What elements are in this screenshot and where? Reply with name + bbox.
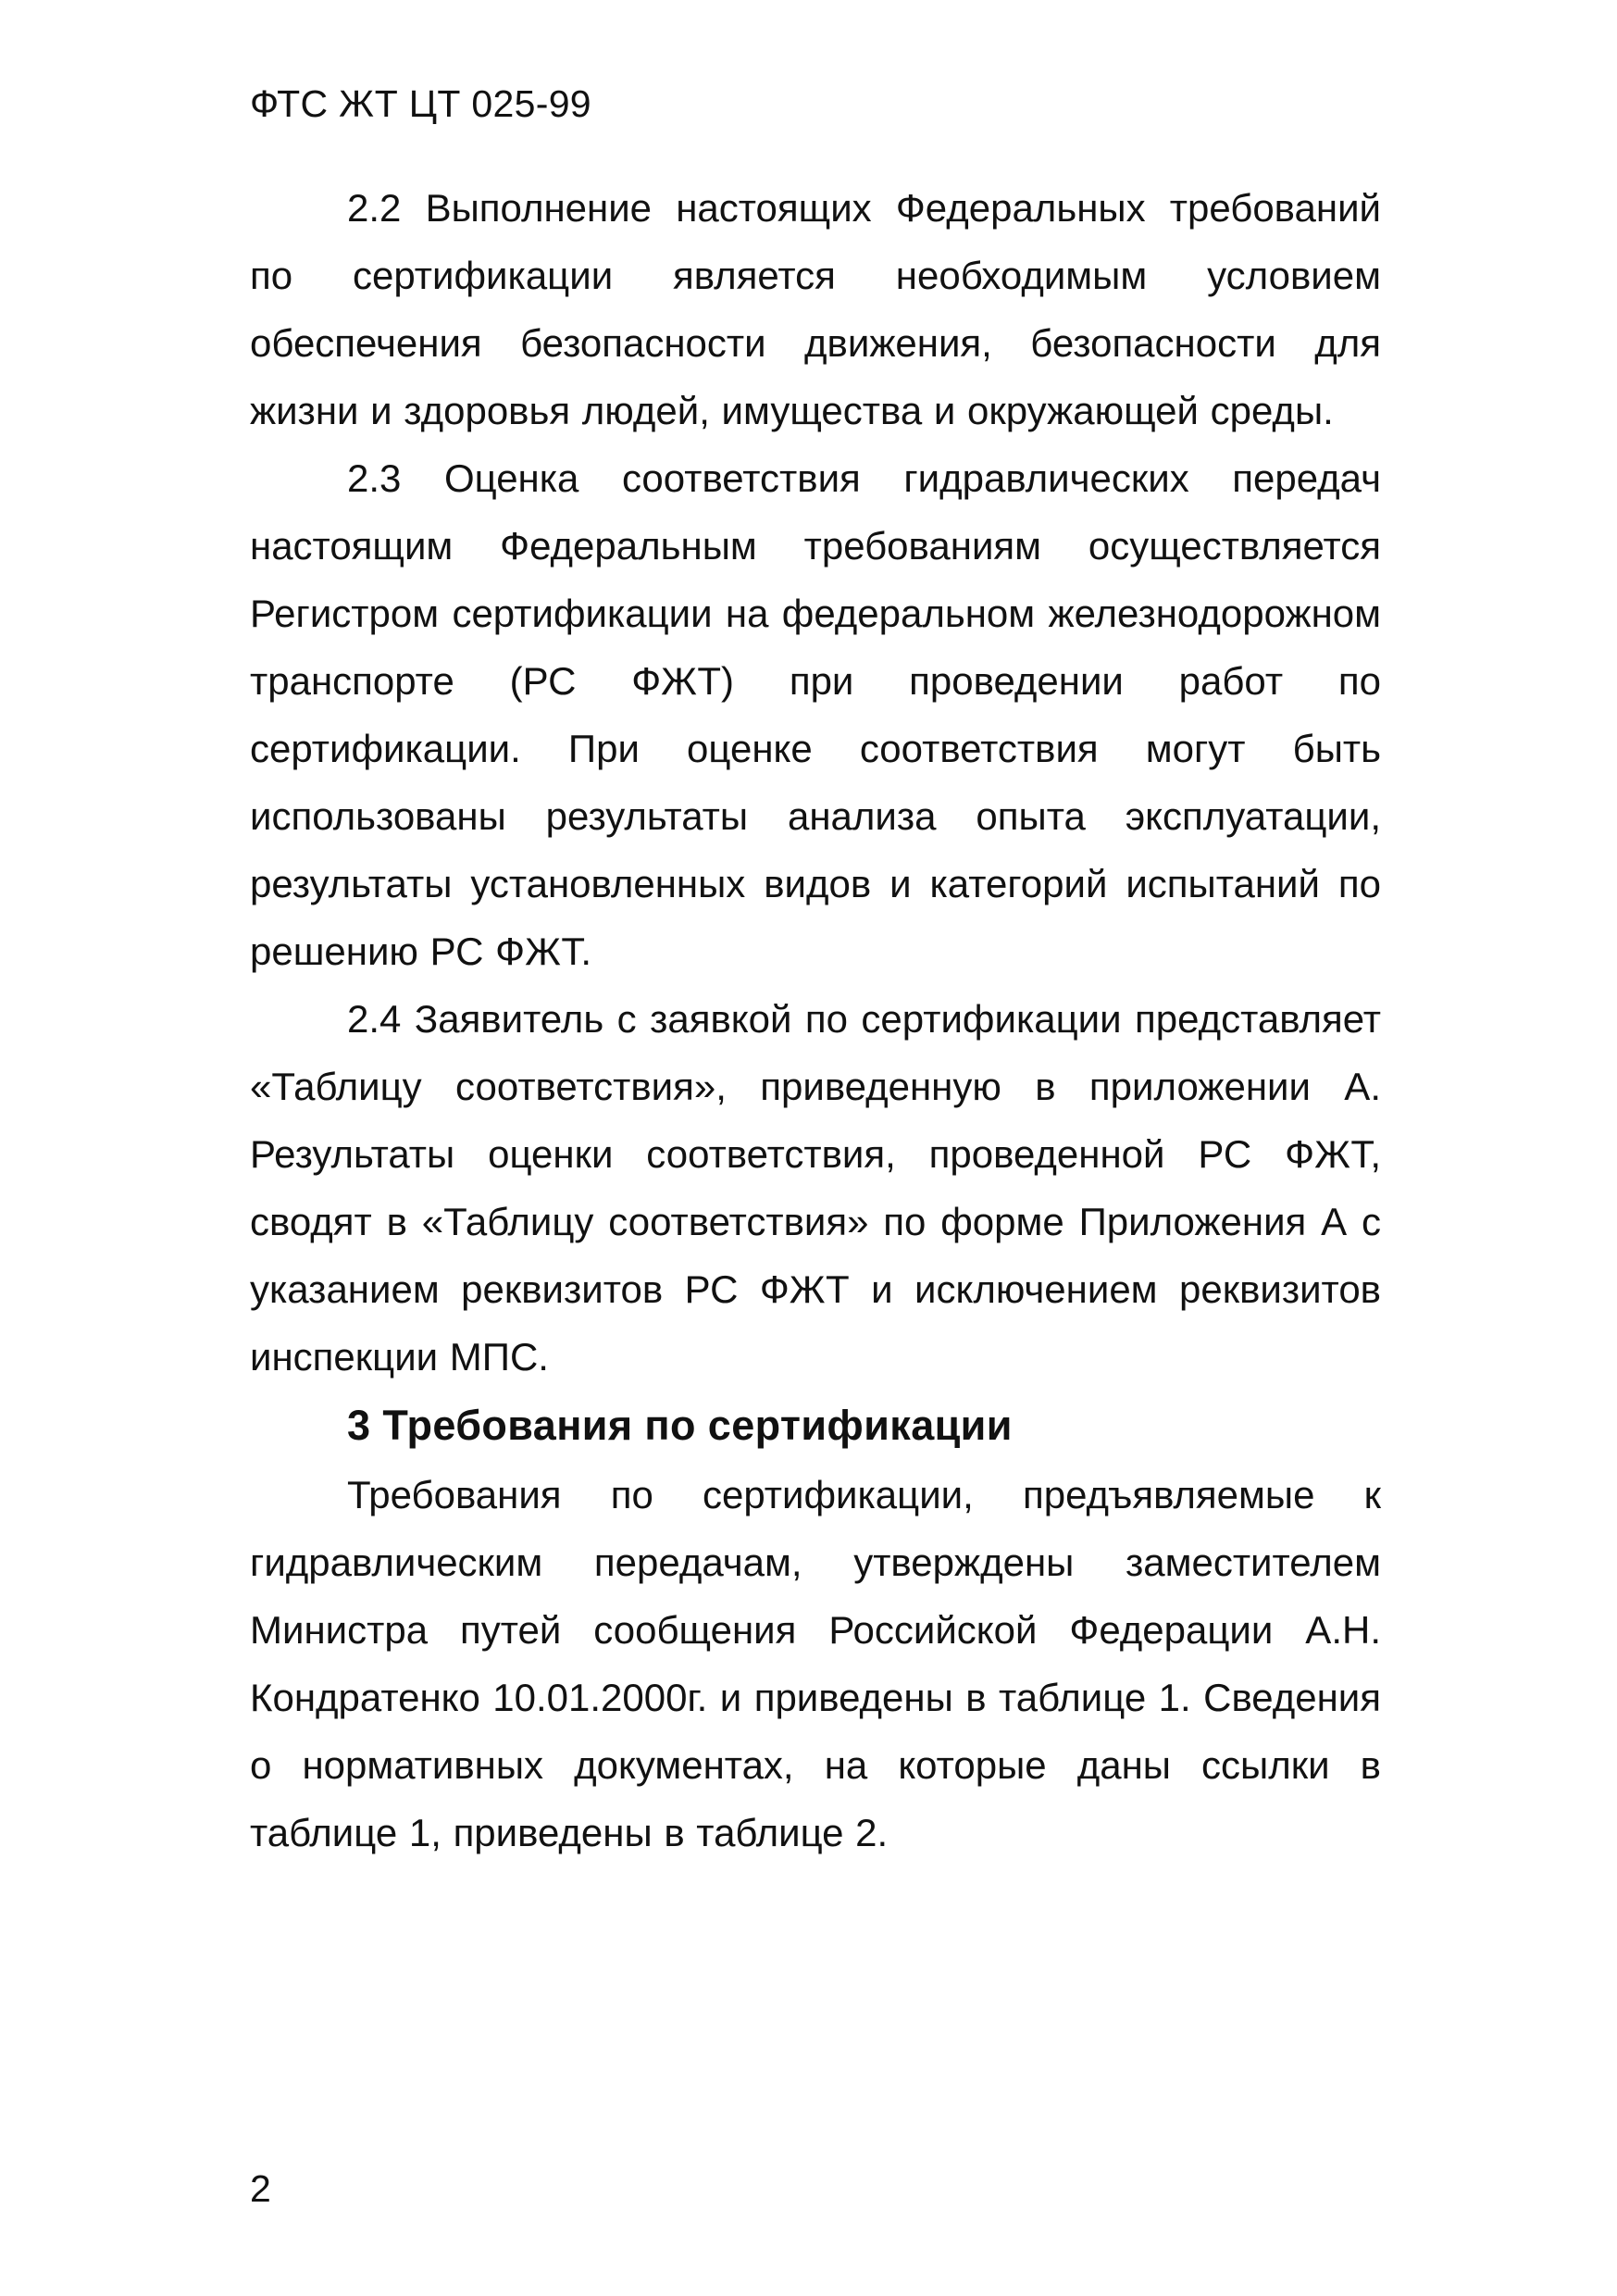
section-3-heading: 3 Требования по сертификации [347, 1402, 1013, 1449]
paragraph-2-2: 2.2 Выполнение настоящих Федеральных требований по сертификации является необходимым условием обеспечения безопасности движения, безопасности для жизни и здоровья людей, имущества и окружающей среды. [250, 186, 1381, 432]
document-body [250, 174, 1381, 1866]
paragraph-2-4: 2.4 Заявитель с заявкой по сертификации представляет «Таблицу соответствия», приведенную в приложении А. Результаты оценки соответствия, проведенной РС ФЖТ, сводят в «Таблицу соответствия» по форме Приложения А с указанием реквизитов РС ФЖТ и исключением реквизитов инспекции МПС. [250, 997, 1381, 1379]
page-number: 2 [250, 2167, 271, 2210]
paragraph-2-3: 2.3 Оценка соответствия гидравлических передач настоящим Федеральным требованиям осуществляется Регистром сертификации на федеральном железнодорожном транспорте (РС ФЖТ) при проведении работ по сертификации. При оценке соответствия могут быть использованы результаты анализа опыта эксплуатации, результаты установленных видов и категорий испытаний по решению РС ФЖТ. [250, 456, 1381, 973]
section-3-paragraph: Требования по сертификации, предъявляемые к гидравлическим передачам, утверждены заместителем Министра путей сообщения Российской Федерации А.Н. Кондратенко 10.01.2000г. и приведены в таблице 1. Сведения о нормативных документах, на которые даны ссылки в таблице 1, приведены в таблице 2. [250, 1473, 1381, 1854]
document-code-header: ФТС ЖТ ЦТ 025-99 [250, 82, 591, 125]
